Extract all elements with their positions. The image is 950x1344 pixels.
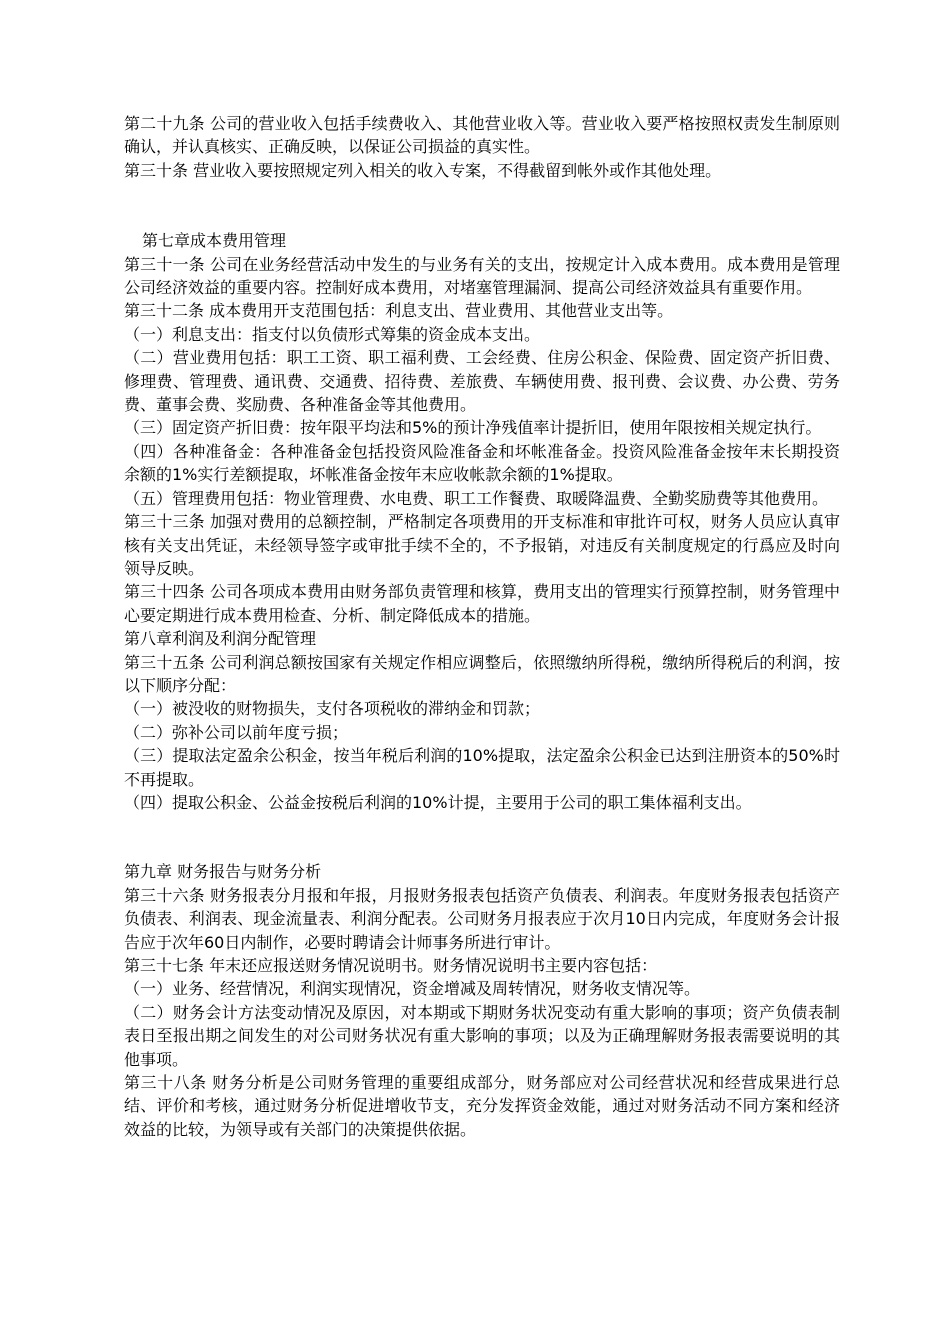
article-35-item-1: （一）被没收的财物损失，支付各项税收的滞纳金和罚款； <box>124 699 541 719</box>
chapter-9-title: 第九章 财务报告与财务分析 <box>124 862 322 882</box>
spacer <box>124 814 840 860</box>
article-32-item-2: （二）营业费用包括：职工工资、职工福利费、工会经费、住房公积金、保险费、固定资产折旧费、修理费、管理费、通讯费、交通费、招待费、差旅费、车辆使用费、报刊费、会议费、办公费、劳务费、董事会费、奖励费、各种准备金等其他费用。 <box>124 348 840 415</box>
article-32-item-4: （四）各种准备金：各种准备金包括投资风险准备金和坏帐准备金。投资风险准备金按年末长期投资余额的1%实行差额提取，坏帐准备金按年末应收帐款余额的1%提取。 <box>124 441 840 485</box>
article-36: 第三十六条 财务报表分月报和年报，月报财务报表包括资产负债表、利润表。年度财务报表包括资产负债表、利润表、现金流量表、利润分配表。公司财务月报表应于次月10日内完成，年度财务会计报告应于次年60日内制作，必要时聘请会计师事务所进行审计。 <box>124 885 840 952</box>
article-37-item-1: （一）业务、经营情况，利润实现情况，资金增减及周转情况，财务收支情况等。 <box>124 979 701 999</box>
chapter-7-title: 第七章成本费用管理 <box>142 231 287 251</box>
article-32-item-1: （一）利息支出：指支付以负债形式筹集的资金成本支出。 <box>124 324 541 344</box>
document-body <box>124 112 840 1141</box>
article-37: 第三十七条 年末还应报送财务情况说明书。财务情况说明书主要内容包括： <box>124 956 658 975</box>
article-32-item-5: （五）管理费用包括：物业管理费、水电费、职工工作餐费、取暖降温费、全勤奖励费等其他费用。 <box>124 488 829 508</box>
article-33: 第三十三条 加强对费用的总额控制，严格制定各项费用的开支标准和审批许可权，财务人员应认真审核有关支出凭证，未经领导签字或审批手续不全的，不予报销，对违反有关制度规定的行爲应及时向领导反映。 <box>124 512 840 578</box>
article-29: 第二十九条 公司的营业收入包括手续费收入、其他营业收入等。营业收入要严格按照权责发生制原则确认，并认真核实、正确反映，以保证公司损益的真实性。 <box>124 114 840 157</box>
chapter-8-title: 第八章利润及利润分配管理 <box>124 629 317 649</box>
article-37-item-2: （二）财务会计方法变动情况及原因，对本期或下期财务状况变动有重大影响的事项；资产负债表制表日至报出期之间发生的对公司财务状况有重大影响的事项；以及为正确理解财务报表需要说明的其他事项。 <box>124 1002 840 1069</box>
article-32: 第三十二条 成本费用开支范围包括：利息支出、营业费用、其他营业支出等。 <box>124 301 674 321</box>
article-32-item-3: （三）固定资产折旧费：按年限平均法和5%的预计净残值率计提折旧，使用年限按相关规定执行。 <box>124 418 822 438</box>
article-38: 第三十八条 财务分析是公司财务管理的重要组成部分，财务部应对公司经营状况和经营成果进行总结、评价和考核，通过财务分析促进增收节支，充分发挥资金效能，通过对财务活动不同方案和经济效益的比较，为领导或有关部门的决策提供依据。 <box>124 1073 840 1139</box>
article-35: 第三十五条 公司利润总额按国家有关规定作相应调整后，依照缴纳所得税，缴纳所得税后的利润，按以下顺序分配： <box>124 652 840 695</box>
article-35-item-2: （二）弥补公司以前年度亏损； <box>124 722 349 742</box>
article-35-item-4: （四）提取公积金、公益金按税后利润的10%计提，主要用于公司的职工集体福利支出。 <box>124 792 752 812</box>
article-34: 第三十四条 公司各项成本费用由财务部负责管理和核算，费用支出的管理实行预算控制，财务管理中心要定期进行成本费用检查、分析、制定降低成本的措施。 <box>124 582 840 625</box>
article-31: 第三十一条 公司在业务经营活动中发生的与业务有关的支出，按规定计入成本费用。成本费用是管理公司经济效益的重要内容。控制好成本费用，对堵塞管理漏洞、提高公司经济效益具有重要作用。 <box>124 254 840 298</box>
article-35-item-3: （三）提取法定盈余公积金，按当年税后利润的10%提取，法定盈余公积金已达到注册资本的50%时不再提取。 <box>124 746 840 789</box>
article-30: 第三十条 营业收入要按照规定列入相关的收入专案，不得截留到帐外或作其他处理。 <box>124 160 722 180</box>
spacer <box>124 182 840 229</box>
